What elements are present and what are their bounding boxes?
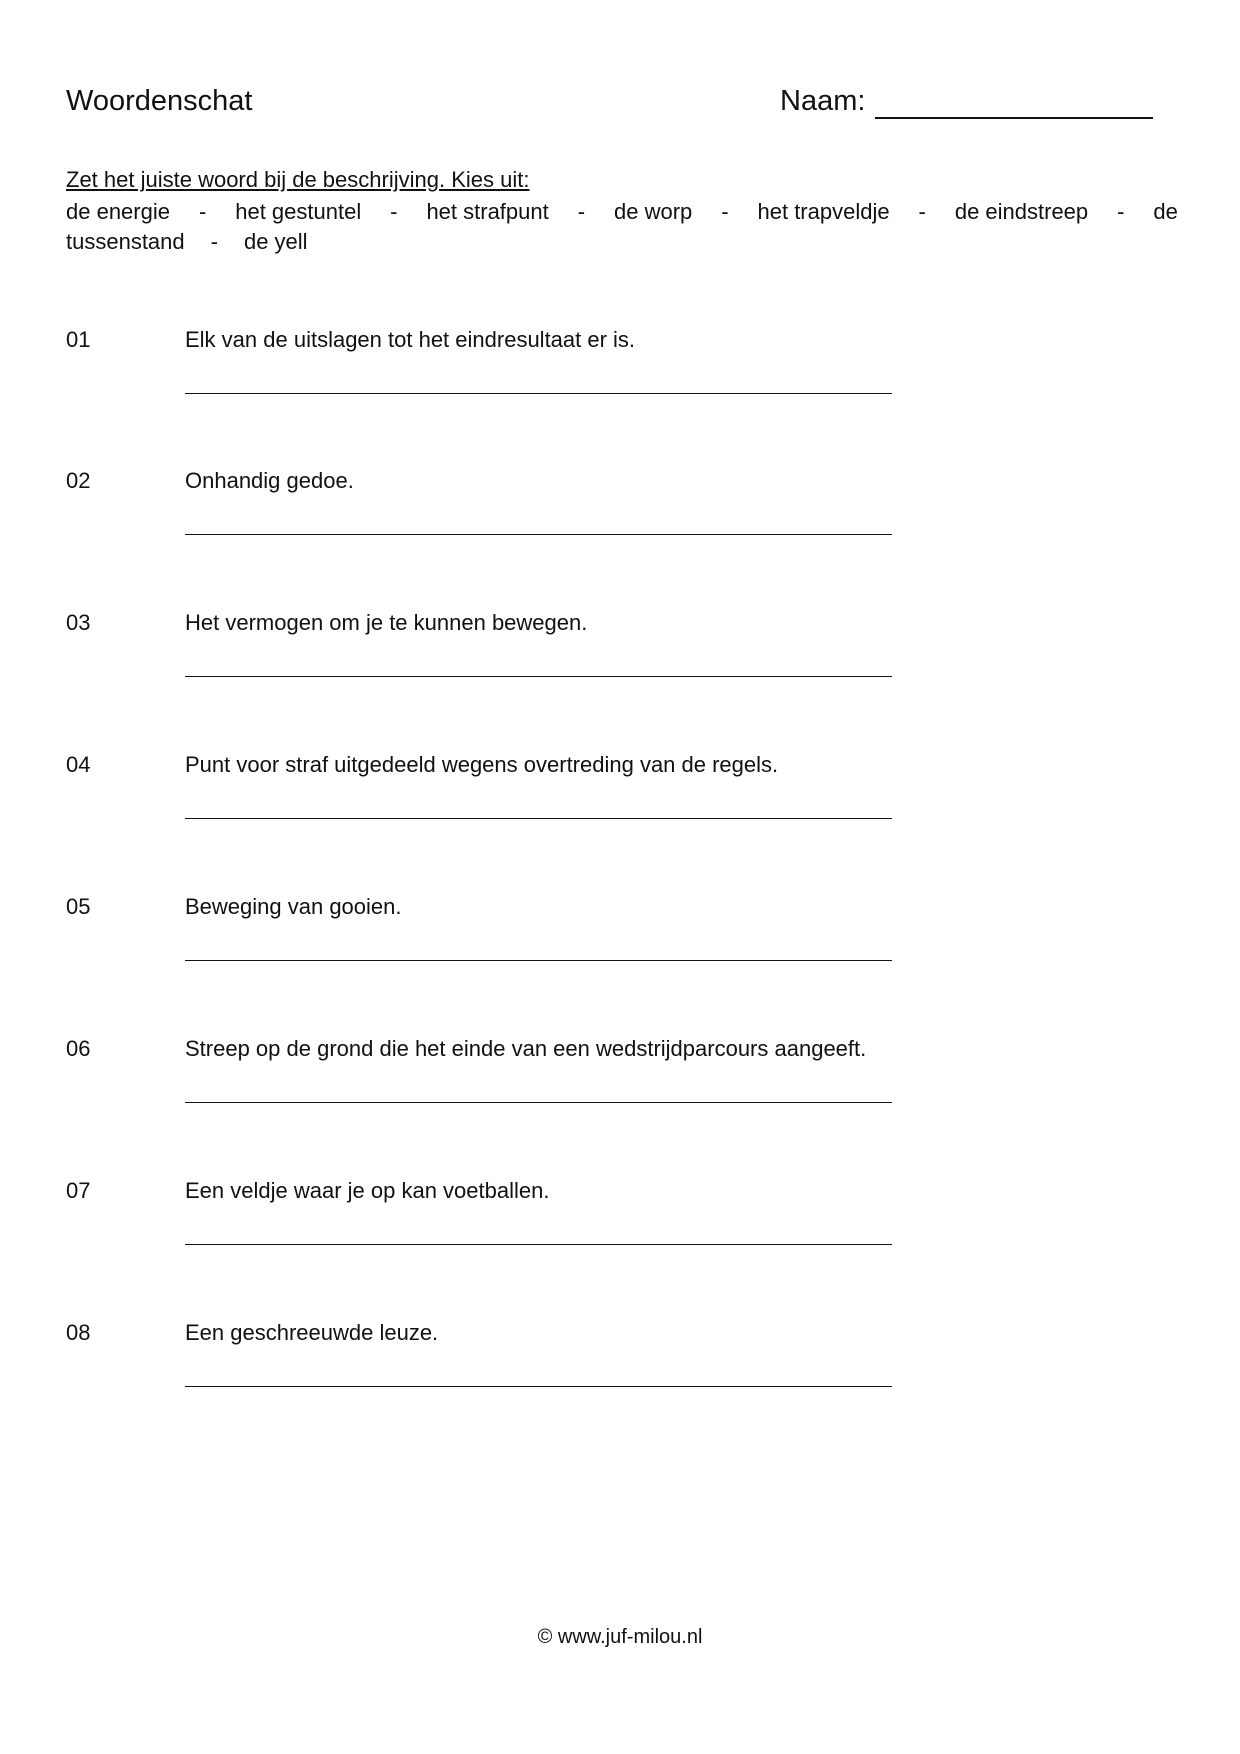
- word-separator: -: [918, 199, 926, 224]
- question-text: Een veldje waar je op kan voetballen.: [185, 1178, 550, 1203]
- question-item: [0, 1320, 1240, 1420]
- page-title: Woordenschat: [66, 85, 253, 117]
- word-option: het strafpunt: [426, 199, 549, 224]
- question-item: [0, 1036, 1240, 1136]
- question-text: Het vermogen om je te kunnen bewegen.: [185, 610, 588, 635]
- word-separator: -: [721, 199, 729, 224]
- word-option: de eindstreep: [954, 199, 1089, 224]
- question-item: [0, 327, 1240, 427]
- answer-line[interactable]: [185, 676, 892, 677]
- word-option: de yell: [243, 229, 308, 254]
- word-option: de energie: [66, 199, 170, 224]
- question-text: Onhandig gedoe.: [185, 468, 354, 493]
- answer-line[interactable]: [185, 1386, 892, 1387]
- answer-line[interactable]: [185, 960, 892, 961]
- question-number: 08: [66, 1320, 91, 1345]
- word-bank: [66, 197, 1178, 257]
- question-number: 01: [66, 327, 91, 352]
- question-item: [0, 1178, 1240, 1278]
- question-text: Streep op de grond die het einde van een wedstrijdparcours aangeeft.: [185, 1036, 867, 1061]
- word-option: het trapveldje: [757, 199, 890, 224]
- question-number: 05: [66, 894, 91, 919]
- answer-line[interactable]: [185, 818, 892, 819]
- question-item: [0, 894, 1240, 994]
- footer-copyright: © www.juf-milou.nl: [537, 1626, 703, 1648]
- word-separator: -: [577, 199, 586, 224]
- answer-line[interactable]: [185, 1102, 892, 1103]
- question-text: Beweging van gooien.: [185, 894, 402, 919]
- answer-line[interactable]: [185, 393, 892, 394]
- question-item: [0, 752, 1240, 852]
- instruction-text: Zet het juiste woord bij de beschrijving. Kies uit:: [66, 167, 530, 192]
- word-option: de worp: [613, 199, 693, 224]
- question-number: 07: [66, 1178, 91, 1203]
- question-number: 03: [66, 610, 91, 635]
- word-option: de: [1153, 199, 1178, 224]
- word-bank-line-1: [66, 197, 1178, 227]
- name-answer-line[interactable]: [875, 117, 1153, 119]
- question-item: [0, 610, 1240, 710]
- question-number: 02: [66, 468, 91, 493]
- answer-line[interactable]: [185, 1244, 892, 1245]
- answer-line[interactable]: [185, 534, 892, 535]
- word-separator: -: [1117, 199, 1125, 224]
- question-number: 06: [66, 1036, 91, 1061]
- question-text: Een geschreeuwde leuze.: [185, 1320, 439, 1345]
- word-separator: -: [198, 199, 207, 224]
- word-separator: -: [210, 229, 218, 254]
- question-text: Elk van de uitslagen tot het eindresultaat er is.: [185, 327, 636, 352]
- word-separator: -: [390, 199, 398, 224]
- name-label: Naam:: [780, 85, 866, 117]
- question-text: Punt voor straf uitgedeeld wegens overtreding van de regels.: [185, 752, 779, 777]
- word-option: tussenstand: [66, 229, 185, 254]
- question-item: [0, 468, 1240, 568]
- word-option: het gestuntel: [235, 199, 362, 224]
- word-bank-line-2: [66, 227, 1178, 257]
- question-number: 04: [66, 752, 91, 777]
